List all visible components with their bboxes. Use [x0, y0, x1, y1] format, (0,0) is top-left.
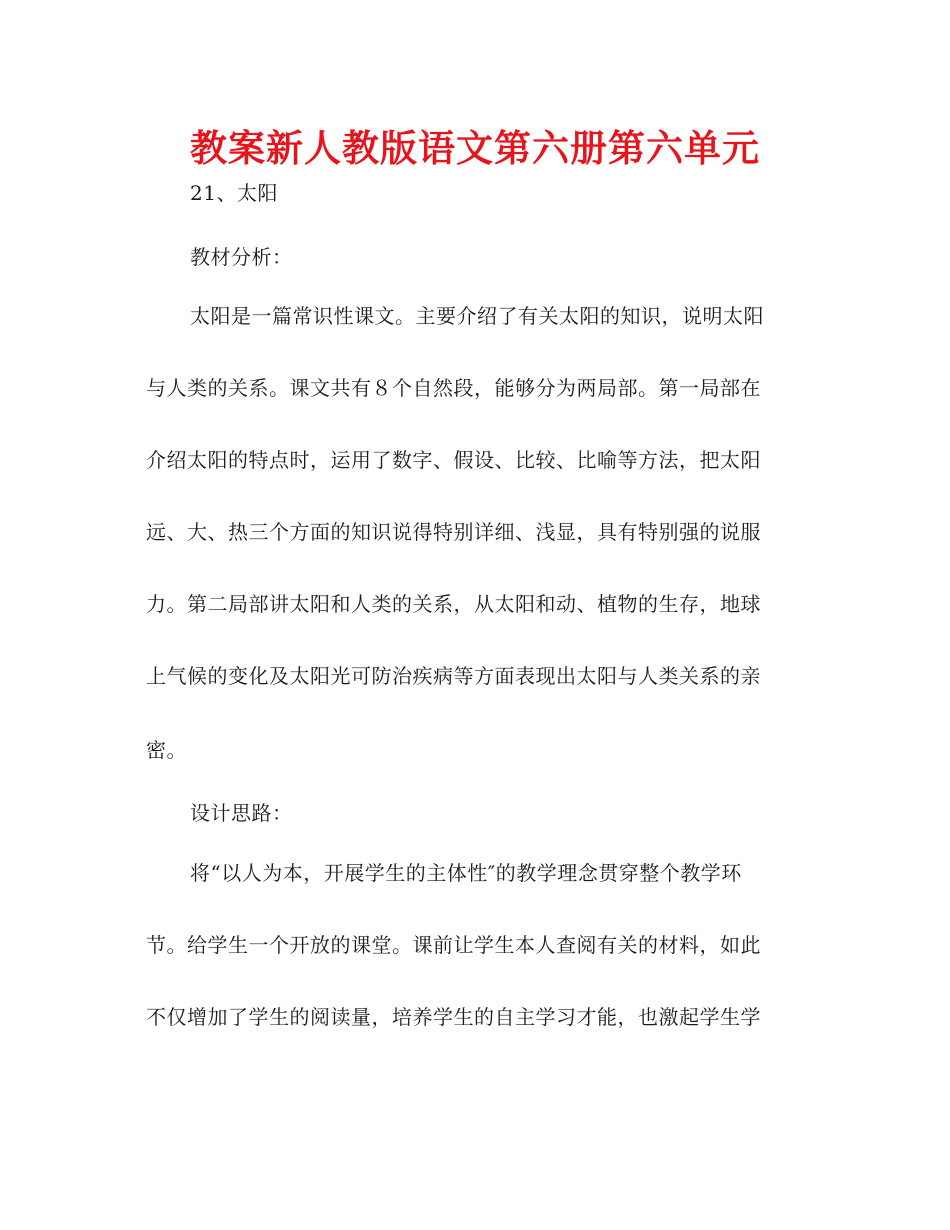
lesson-heading: 21、太阳 [190, 181, 278, 205]
paragraph-line: 远、大、热三个方面的知识说得特别详细、浅显，具有特别强的说服 [146, 520, 761, 544]
paragraph-line: 太阳是一篇常识性课文。主要介绍了有关太阳的知识，说明太阳 [190, 304, 764, 328]
paragraph-line: 介绍太阳的特点时，运用了数字、假设、比较、比喻等方法，把太阳 [146, 448, 761, 472]
paragraph-line: 与人类的关系。课文共有８个自然段，能够分为两局部。第一局部在 [146, 376, 761, 400]
paragraph-line: 力。第二局部讲太阳和人类的关系，从太阳和动、植物的生存，地球 [146, 592, 761, 616]
paragraph-line: 不仅增加了学生的阅读量，培养学生的自主学习才能，也激起学生学 [146, 1005, 761, 1029]
paragraph-line: 将“以人为本，开展学生的主体性″的教学理念贯穿整个教学环 [190, 861, 742, 885]
paragraph-line: 节。给学生一个开放的课堂。课前让学生本人查阅有关的材料，如此 [146, 933, 761, 957]
document-title: 教案新人教版语文第六册第六单元 [190, 127, 760, 170]
section-heading-analysis: 教材分析： [190, 245, 293, 269]
paragraph-line: 密。 [146, 738, 187, 762]
section-heading-design: 设计思路： [190, 801, 293, 825]
paragraph-line: 上气候的变化及太阳光可防治疾病等方面表现出太阳与人类关系的亲 [146, 664, 761, 688]
